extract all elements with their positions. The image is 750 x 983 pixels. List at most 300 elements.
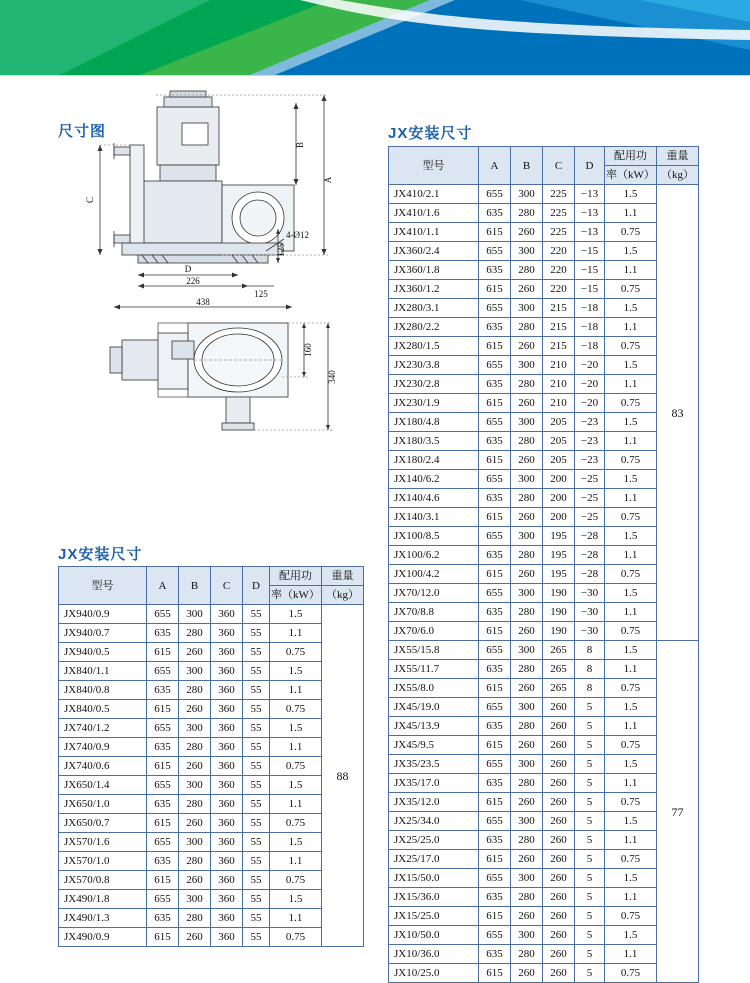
cell-b: 300 <box>179 833 211 852</box>
cell-b: 300 <box>511 641 543 660</box>
cell-model: JX10/25.0 <box>389 964 479 983</box>
cell-power: 1.1 <box>605 204 657 223</box>
cell-c: 220 <box>543 242 575 261</box>
cell-b: 300 <box>179 719 211 738</box>
table-row <box>389 774 699 793</box>
cell-model: JX360/2.4 <box>389 242 479 261</box>
cell-b: 260 <box>511 622 543 641</box>
cell-a: 635 <box>479 774 511 793</box>
cell-a: 635 <box>479 432 511 451</box>
table-row <box>59 776 364 795</box>
drawing-label-d4: 438 <box>196 297 210 307</box>
cell-b: 260 <box>179 871 211 890</box>
cell-model: JX840/0.5 <box>59 700 147 719</box>
cell-a: 655 <box>479 527 511 546</box>
cell-c: 265 <box>543 660 575 679</box>
cell-d: 5 <box>575 945 605 964</box>
cell-d: 55 <box>243 871 270 890</box>
cell-d: 5 <box>575 869 605 888</box>
col-header-model: 型号 <box>389 147 479 185</box>
cell-power: 1.5 <box>270 605 322 624</box>
cell-d: −30 <box>575 584 605 603</box>
cell-c: 215 <box>543 318 575 337</box>
drawing-label-d3: 125 <box>254 289 268 299</box>
cell-a: 655 <box>147 833 179 852</box>
table-row <box>389 299 699 318</box>
cell-a: 615 <box>479 793 511 812</box>
cell-d: 8 <box>575 660 605 679</box>
cell-b: 260 <box>511 907 543 926</box>
cell-c: 360 <box>211 909 243 928</box>
drawing-label-D: D <box>184 264 192 274</box>
col-header-weight-line2: （kg） <box>322 586 364 605</box>
cell-model: JX140/4.6 <box>389 489 479 508</box>
table-row <box>59 719 364 738</box>
cell-c: 210 <box>543 394 575 413</box>
cell-model: JX570/1.0 <box>59 852 147 871</box>
col-header-power-line1: 配用功 <box>605 147 657 166</box>
cell-model: JX45/13.9 <box>389 717 479 736</box>
table-row <box>59 681 364 700</box>
drawing-label-hole: 4-Ø12 <box>286 230 309 240</box>
cell-model: JX100/8.5 <box>389 527 479 546</box>
cell-a: 635 <box>479 945 511 964</box>
cell-a: 615 <box>147 643 179 662</box>
cell-b: 280 <box>511 831 543 850</box>
col-header-c: C <box>543 147 575 185</box>
cell-model: JX740/0.6 <box>59 757 147 776</box>
cell-a: 655 <box>147 890 179 909</box>
cell-a: 615 <box>479 565 511 584</box>
cell-d: 5 <box>575 698 605 717</box>
cell-power: 1.1 <box>605 888 657 907</box>
cell-d: 55 <box>243 662 270 681</box>
cell-a: 655 <box>479 869 511 888</box>
cell-c: 360 <box>211 852 243 871</box>
cell-c: 260 <box>543 717 575 736</box>
cell-power: 1.5 <box>270 776 322 795</box>
cell-c: 190 <box>543 584 575 603</box>
cell-model: JX840/1.1 <box>59 662 147 681</box>
cell-a: 615 <box>479 850 511 869</box>
cell-b: 280 <box>179 909 211 928</box>
cell-power: 0.75 <box>605 793 657 812</box>
cell-d: −13 <box>575 204 605 223</box>
cell-b: 300 <box>179 662 211 681</box>
cell-model: JX570/0.8 <box>59 871 147 890</box>
drawing-label-d1: 125 <box>276 243 286 257</box>
cell-a: 635 <box>147 852 179 871</box>
cell-d: 5 <box>575 850 605 869</box>
cell-c: 260 <box>543 926 575 945</box>
cell-a: 655 <box>147 776 179 795</box>
cell-power: 1.1 <box>605 546 657 565</box>
pump-dimension-drawing <box>52 85 362 515</box>
cell-d: −20 <box>575 356 605 375</box>
cell-b: 300 <box>511 698 543 717</box>
cell-d: 5 <box>575 812 605 831</box>
cell-power: 1.5 <box>605 470 657 489</box>
cell-d: 55 <box>243 643 270 662</box>
col-header-c: C <box>211 567 243 605</box>
cell-c: 360 <box>211 738 243 757</box>
jx-install-table-right <box>388 146 699 983</box>
cell-d: 55 <box>243 681 270 700</box>
cell-model: JX35/17.0 <box>389 774 479 793</box>
cell-b: 300 <box>179 890 211 909</box>
cell-a: 615 <box>479 451 511 470</box>
cell-a: 615 <box>479 679 511 698</box>
cell-c: 360 <box>211 719 243 738</box>
cell-a: 655 <box>479 185 511 204</box>
table-row <box>389 869 699 888</box>
cell-model: JX15/25.0 <box>389 907 479 926</box>
cell-b: 260 <box>511 280 543 299</box>
cell-c: 360 <box>211 795 243 814</box>
cell-b: 300 <box>511 869 543 888</box>
cell-power: 1.5 <box>270 833 322 852</box>
cell-a: 655 <box>479 755 511 774</box>
cell-power: 0.75 <box>605 223 657 242</box>
cell-power: 1.1 <box>270 909 322 928</box>
cell-c: 200 <box>543 489 575 508</box>
cell-power: 0.75 <box>605 280 657 299</box>
cell-c: 260 <box>543 793 575 812</box>
cell-a: 655 <box>479 698 511 717</box>
cell-power: 1.1 <box>605 489 657 508</box>
cell-c: 360 <box>211 681 243 700</box>
cell-a: 635 <box>479 375 511 394</box>
drawing-label-A: A <box>323 176 333 184</box>
page-title-dimension-drawing: 尺寸图 <box>58 123 107 140</box>
cell-model: JX140/3.1 <box>389 508 479 527</box>
table-row <box>389 907 699 926</box>
cell-d: −28 <box>575 546 605 565</box>
cell-model: JX180/4.8 <box>389 413 479 432</box>
cell-model: JX280/2.2 <box>389 318 479 337</box>
cell-d: 8 <box>575 641 605 660</box>
cell-a: 615 <box>479 907 511 926</box>
cell-model: JX70/12.0 <box>389 584 479 603</box>
cell-c: 360 <box>211 871 243 890</box>
table-row <box>59 852 364 871</box>
table-row <box>59 833 364 852</box>
cell-b: 260 <box>511 793 543 812</box>
drawing-label-B: B <box>295 141 305 149</box>
cell-c: 215 <box>543 299 575 318</box>
cell-a: 635 <box>147 681 179 700</box>
cell-power: 0.75 <box>270 871 322 890</box>
cell-model: JX45/9.5 <box>389 736 479 755</box>
cell-power: 0.75 <box>605 850 657 869</box>
cell-d: 5 <box>575 888 605 907</box>
col-header-weight-line2: （kg） <box>657 166 699 185</box>
table-body-right <box>389 185 699 983</box>
cell-power: 1.5 <box>270 719 322 738</box>
table-row <box>59 738 364 757</box>
cell-model: JX25/17.0 <box>389 850 479 869</box>
cell-c: 225 <box>543 204 575 223</box>
col-header-a: A <box>479 147 511 185</box>
table-row <box>59 700 364 719</box>
cell-d: 55 <box>243 776 270 795</box>
cell-a: 655 <box>479 470 511 489</box>
cell-power: 1.5 <box>605 755 657 774</box>
cell-c: 260 <box>543 945 575 964</box>
cell-power: 1.1 <box>605 261 657 280</box>
cell-model: JX15/50.0 <box>389 869 479 888</box>
cell-model: JX360/1.2 <box>389 280 479 299</box>
cell-a: 615 <box>479 508 511 527</box>
cell-a: 635 <box>479 261 511 280</box>
cell-d: −15 <box>575 242 605 261</box>
cell-power: 1.1 <box>605 432 657 451</box>
cell-b: 280 <box>511 945 543 964</box>
col-header-d: D <box>243 567 270 605</box>
col-header-power-line2: 率（kW） <box>605 166 657 185</box>
cell-d: 55 <box>243 928 270 947</box>
cell-d: 55 <box>243 833 270 852</box>
cell-power: 0.75 <box>605 394 657 413</box>
drawing-label-d2: 226 <box>186 276 200 286</box>
cell-b: 300 <box>511 242 543 261</box>
cell-power: 0.75 <box>605 451 657 470</box>
cell-power: 1.1 <box>605 774 657 793</box>
cell-power: 1.1 <box>605 318 657 337</box>
cell-b: 280 <box>511 318 543 337</box>
cell-model: JX410/1.6 <box>389 204 479 223</box>
table-row <box>389 584 699 603</box>
cell-b: 280 <box>179 795 211 814</box>
cell-a: 635 <box>479 717 511 736</box>
cell-c: 210 <box>543 375 575 394</box>
table-row <box>389 641 699 660</box>
cell-power: 0.75 <box>605 907 657 926</box>
table-row <box>59 662 364 681</box>
cell-d: 55 <box>243 890 270 909</box>
cell-model: JX570/1.6 <box>59 833 147 852</box>
cell-power: 1.5 <box>605 527 657 546</box>
cell-b: 260 <box>511 337 543 356</box>
cell-power: 1.5 <box>605 869 657 888</box>
page-banner <box>0 0 750 75</box>
cell-b: 280 <box>511 546 543 565</box>
table-row <box>389 565 699 584</box>
col-header-model: 型号 <box>59 567 147 605</box>
cell-b: 260 <box>179 757 211 776</box>
cell-a: 655 <box>479 242 511 261</box>
cell-model: JX15/36.0 <box>389 888 479 907</box>
cell-b: 300 <box>511 584 543 603</box>
table-row <box>389 375 699 394</box>
cell-b: 280 <box>511 261 543 280</box>
cell-b: 280 <box>179 852 211 871</box>
cell-c: 260 <box>543 774 575 793</box>
cell-a: 655 <box>479 413 511 432</box>
cell-power: 1.1 <box>605 945 657 964</box>
table-row <box>389 812 699 831</box>
cell-d: 5 <box>575 774 605 793</box>
cell-a: 635 <box>479 489 511 508</box>
cell-c: 210 <box>543 356 575 375</box>
cell-d: −18 <box>575 337 605 356</box>
cell-b: 300 <box>511 812 543 831</box>
table-row <box>389 337 699 356</box>
drawing-label-C: C <box>85 196 95 204</box>
cell-power: 0.75 <box>270 757 322 776</box>
cell-a: 615 <box>479 964 511 983</box>
col-header-a: A <box>147 567 179 605</box>
cell-model: JX280/3.1 <box>389 299 479 318</box>
table-row <box>389 508 699 527</box>
cell-b: 280 <box>511 603 543 622</box>
cell-a: 615 <box>147 928 179 947</box>
table-row <box>389 185 699 204</box>
cell-c: 360 <box>211 928 243 947</box>
cell-power: 1.5 <box>605 812 657 831</box>
table-row <box>389 888 699 907</box>
table-row <box>389 318 699 337</box>
cell-power: 0.75 <box>605 337 657 356</box>
cell-c: 260 <box>543 736 575 755</box>
cell-b: 280 <box>511 375 543 394</box>
table-row <box>59 871 364 890</box>
table-row <box>389 432 699 451</box>
cell-b: 300 <box>511 413 543 432</box>
cell-power: 0.75 <box>270 700 322 719</box>
cell-a: 635 <box>479 603 511 622</box>
cell-d: −23 <box>575 451 605 470</box>
cell-d: 8 <box>575 679 605 698</box>
cell-c: 220 <box>543 280 575 299</box>
col-header-power-line2: 率（kW） <box>270 586 322 605</box>
cell-power: 0.75 <box>605 679 657 698</box>
cell-weight: 83 <box>657 185 699 641</box>
cell-d: −20 <box>575 375 605 394</box>
table-row <box>389 945 699 964</box>
cell-d: 55 <box>243 795 270 814</box>
cell-b: 280 <box>511 888 543 907</box>
cell-model: JX490/0.9 <box>59 928 147 947</box>
cell-d: 55 <box>243 852 270 871</box>
jx-install-table-left <box>58 566 364 947</box>
table-row <box>389 470 699 489</box>
cell-d: −20 <box>575 394 605 413</box>
table-header-row <box>389 147 699 166</box>
table-row <box>59 795 364 814</box>
cell-a: 635 <box>479 546 511 565</box>
table-row <box>389 679 699 698</box>
cell-power: 1.5 <box>605 299 657 318</box>
cell-c: 260 <box>543 755 575 774</box>
cell-c: 360 <box>211 890 243 909</box>
cell-a: 615 <box>479 622 511 641</box>
cell-a: 635 <box>147 795 179 814</box>
page-title-jx-install-left: JX安装尺寸 <box>58 546 143 563</box>
cell-a: 655 <box>479 584 511 603</box>
cell-power: 1.1 <box>270 624 322 643</box>
cell-a: 615 <box>147 757 179 776</box>
table-row <box>389 622 699 641</box>
cell-d: −25 <box>575 470 605 489</box>
cell-model: JX45/19.0 <box>389 698 479 717</box>
cell-a: 635 <box>479 204 511 223</box>
cell-b: 300 <box>511 356 543 375</box>
cell-a: 615 <box>479 736 511 755</box>
cell-d: 5 <box>575 907 605 926</box>
table-row <box>389 242 699 261</box>
cell-d: 55 <box>243 624 270 643</box>
cell-power: 1.1 <box>270 852 322 871</box>
cell-model: JX650/0.7 <box>59 814 147 833</box>
page-title-jx-install-right: JX安装尺寸 <box>388 125 473 142</box>
cell-c: 190 <box>543 603 575 622</box>
cell-model: JX940/0.5 <box>59 643 147 662</box>
cell-d: 5 <box>575 831 605 850</box>
table-body-left <box>59 605 364 947</box>
cell-c: 360 <box>211 700 243 719</box>
cell-a: 655 <box>479 812 511 831</box>
cell-a: 635 <box>479 831 511 850</box>
cell-model: JX10/50.0 <box>389 926 479 945</box>
cell-model: JX55/11.7 <box>389 660 479 679</box>
cell-a: 635 <box>479 318 511 337</box>
cell-c: 360 <box>211 624 243 643</box>
cell-b: 280 <box>511 204 543 223</box>
cell-d: 55 <box>243 719 270 738</box>
cell-d: 55 <box>243 605 270 624</box>
cell-a: 635 <box>479 660 511 679</box>
cell-model: JX100/6.2 <box>389 546 479 565</box>
cell-d: −13 <box>575 185 605 204</box>
cell-d: −30 <box>575 622 605 641</box>
cell-a: 635 <box>147 624 179 643</box>
cell-power: 1.5 <box>605 242 657 261</box>
cell-c: 195 <box>543 527 575 546</box>
table-row <box>389 280 699 299</box>
cell-c: 195 <box>543 565 575 584</box>
cell-b: 260 <box>179 700 211 719</box>
cell-model: JX280/1.5 <box>389 337 479 356</box>
cell-c: 260 <box>543 888 575 907</box>
cell-b: 260 <box>511 508 543 527</box>
cell-b: 280 <box>179 681 211 700</box>
cell-a: 615 <box>479 280 511 299</box>
cell-a: 655 <box>479 641 511 660</box>
cell-a: 655 <box>147 605 179 624</box>
cell-c: 360 <box>211 757 243 776</box>
cell-a: 655 <box>479 356 511 375</box>
cell-model: JX70/6.0 <box>389 622 479 641</box>
cell-d: −18 <box>575 318 605 337</box>
cell-model: JX230/1.9 <box>389 394 479 413</box>
cell-model: JX55/15.8 <box>389 641 479 660</box>
table-row <box>389 660 699 679</box>
table-row <box>389 489 699 508</box>
cell-d: −23 <box>575 432 605 451</box>
cell-b: 300 <box>511 470 543 489</box>
cell-c: 260 <box>543 964 575 983</box>
cell-c: 265 <box>543 641 575 660</box>
table-row <box>389 413 699 432</box>
cell-d: −23 <box>575 413 605 432</box>
cell-c: 205 <box>543 432 575 451</box>
cell-d: 5 <box>575 736 605 755</box>
table-row <box>59 757 364 776</box>
cell-d: 55 <box>243 738 270 757</box>
cell-a: 615 <box>479 223 511 242</box>
cell-c: 200 <box>543 508 575 527</box>
